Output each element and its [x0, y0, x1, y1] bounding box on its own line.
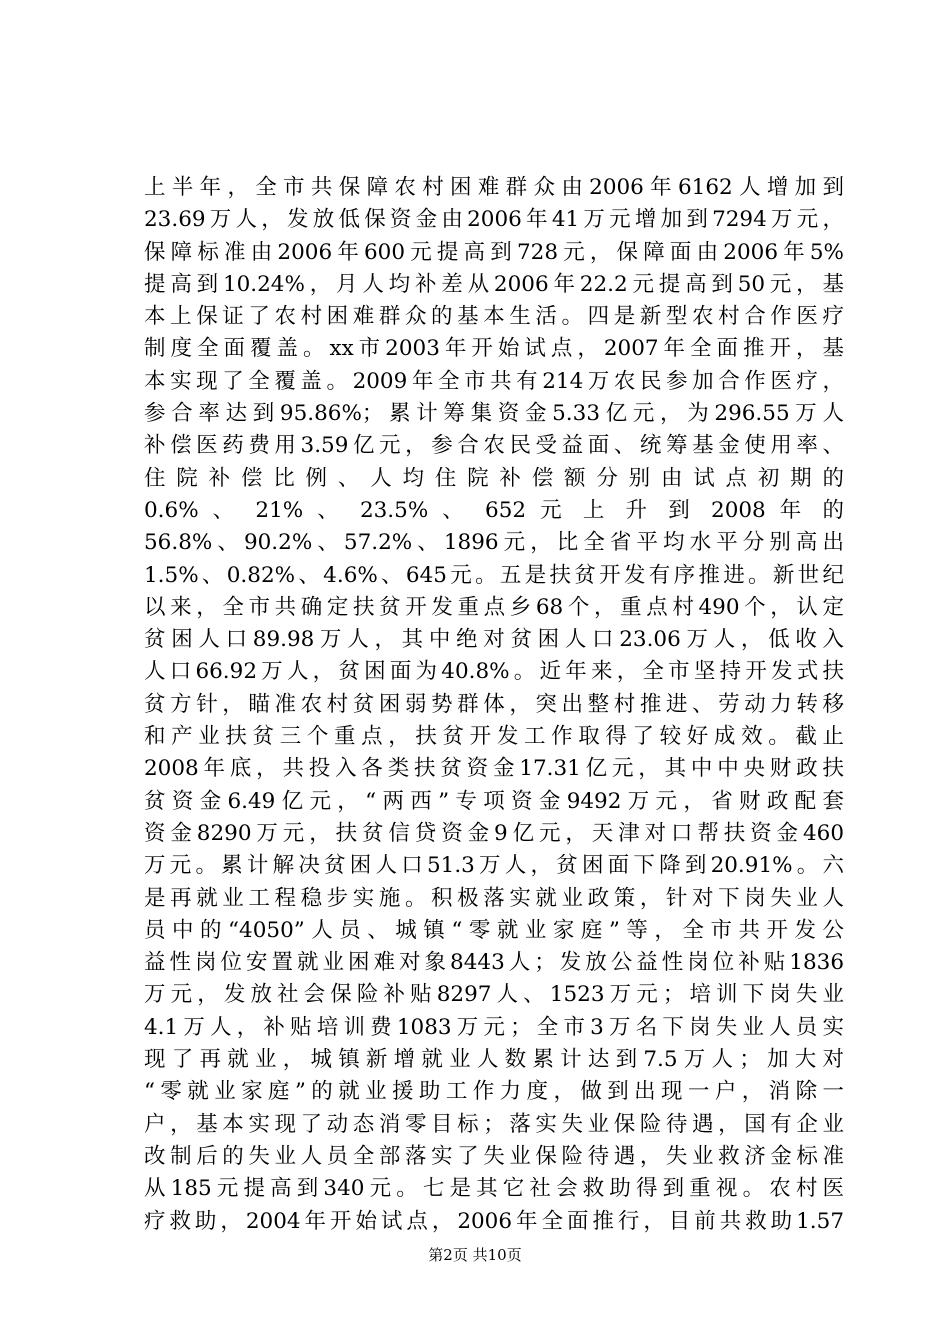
- text-line: 现了再就业，城镇新增就业人数累计达到7.5万人；加大对: [144, 1047, 844, 1073]
- text-line: 贫方针，瞄准农村贫困弱势群体，突出整村推进、劳动力转移: [144, 691, 844, 717]
- text-line: 提高到10.24%，月人均补差从2006年22.2元提高到50元，基: [144, 271, 844, 297]
- text-line: 4.1万人，补贴培训费1083万元；全市3万名下岗失业人员实: [144, 1014, 844, 1040]
- text-line: 贫资金6.49亿元，“两西”专项资金9492万元，省财政配套: [144, 788, 844, 814]
- text-line: 疗救助，2004年开始试点，2006年全面推行，目前共救助1.57: [144, 1208, 844, 1234]
- body-text: [144, 172, 844, 1238]
- text-line: 住院补偿比例、人均住院补偿额分别由试点初期的: [144, 465, 844, 491]
- text-line: 补偿医药费用3.59亿元，参合农民受益面、统筹基金使用率、: [144, 433, 844, 459]
- text-line: 是再就业工程稳步实施。积极落实就业政策，针对下岗失业人: [144, 885, 844, 911]
- text-line: 和产业扶贫三个重点，扶贫开发工作取得了较好成效。截止: [144, 724, 844, 750]
- text-line: 从185元提高到340元。七是其它社会救助得到重视。农村医: [144, 1176, 844, 1202]
- text-line: 本上保证了农村困难群众的基本生活。四是新型农村合作医疗: [144, 304, 844, 330]
- text-line: 56.8%、90.2%、57.2%、1896元，比全省平均水平分别高出: [144, 530, 844, 556]
- text-line: 资金8290万元，扶贫信贷资金9亿元，天津对口帮扶资金460: [144, 820, 844, 846]
- text-line: 益性岗位安置就业困难对象8443人；发放公益性岗位补贴1836: [144, 950, 844, 976]
- text-line: 23.69万人，发放低保资金由2006年41万元增加到7294万元，: [144, 207, 844, 233]
- text-line: 万元。累计解决贫困人口51.3万人，贫困面下降到20.91%。六: [144, 853, 844, 879]
- text-line: 人口66.92万人，贫困面为40.8%。近年来，全市坚持开发式扶: [144, 659, 844, 685]
- text-line: 贫困人口89.98万人，其中绝对贫困人口23.06万人，低收入: [144, 627, 844, 653]
- text-line: 改制后的失业人员全部落实了失业保险待遇，失业救济金标准: [144, 1143, 844, 1169]
- text-line: 0.6% 、 21% 、 23.5% 、 652 元 上 升 到 2008 年 的: [144, 497, 844, 523]
- page-number-label: 第2页 共10页: [428, 1246, 522, 1264]
- text-line: 制度全面覆盖。xx市2003年开始试点，2007年全面推开，基: [144, 336, 844, 362]
- text-line: 以来，全市共确定扶贫开发重点乡68个，重点村490个，认定: [144, 594, 844, 620]
- text-line: 2008年底，共投入各类扶贫资金17.31亿元，其中中央财政扶: [144, 756, 844, 782]
- text-line: 万元，发放社会保险补贴8297人、1523万元；培训下岗失业: [144, 982, 844, 1008]
- page-footer: [0, 1245, 950, 1265]
- text-line: 上半年，全市共保障农村困难群众由2006年6162人增加到: [144, 175, 844, 200]
- text-line: 户，基本实现了动态消零目标；落实失业保险待遇，国有企业: [144, 1111, 844, 1137]
- text-line: 保障标准由2006年600元提高到728元，保障面由2006年5%: [144, 239, 844, 265]
- text-line: 参合率达到95.86%；累计筹集资金5.33亿元，为296.55万人: [144, 401, 844, 427]
- text-line: 1.5%、0.82%、4.6%、645元。五是扶贫开发有序推进。新世纪: [144, 562, 844, 588]
- text-line: 员中的“4050”人员、城镇“零就业家庭”等，全市共开发公: [144, 917, 844, 943]
- text-line: “零就业家庭”的就业援助工作力度，做到出现一户，消除一: [144, 1079, 844, 1105]
- text-line: 本实现了全覆盖。2009年全市共有214万农民参加合作医疗，: [144, 368, 844, 394]
